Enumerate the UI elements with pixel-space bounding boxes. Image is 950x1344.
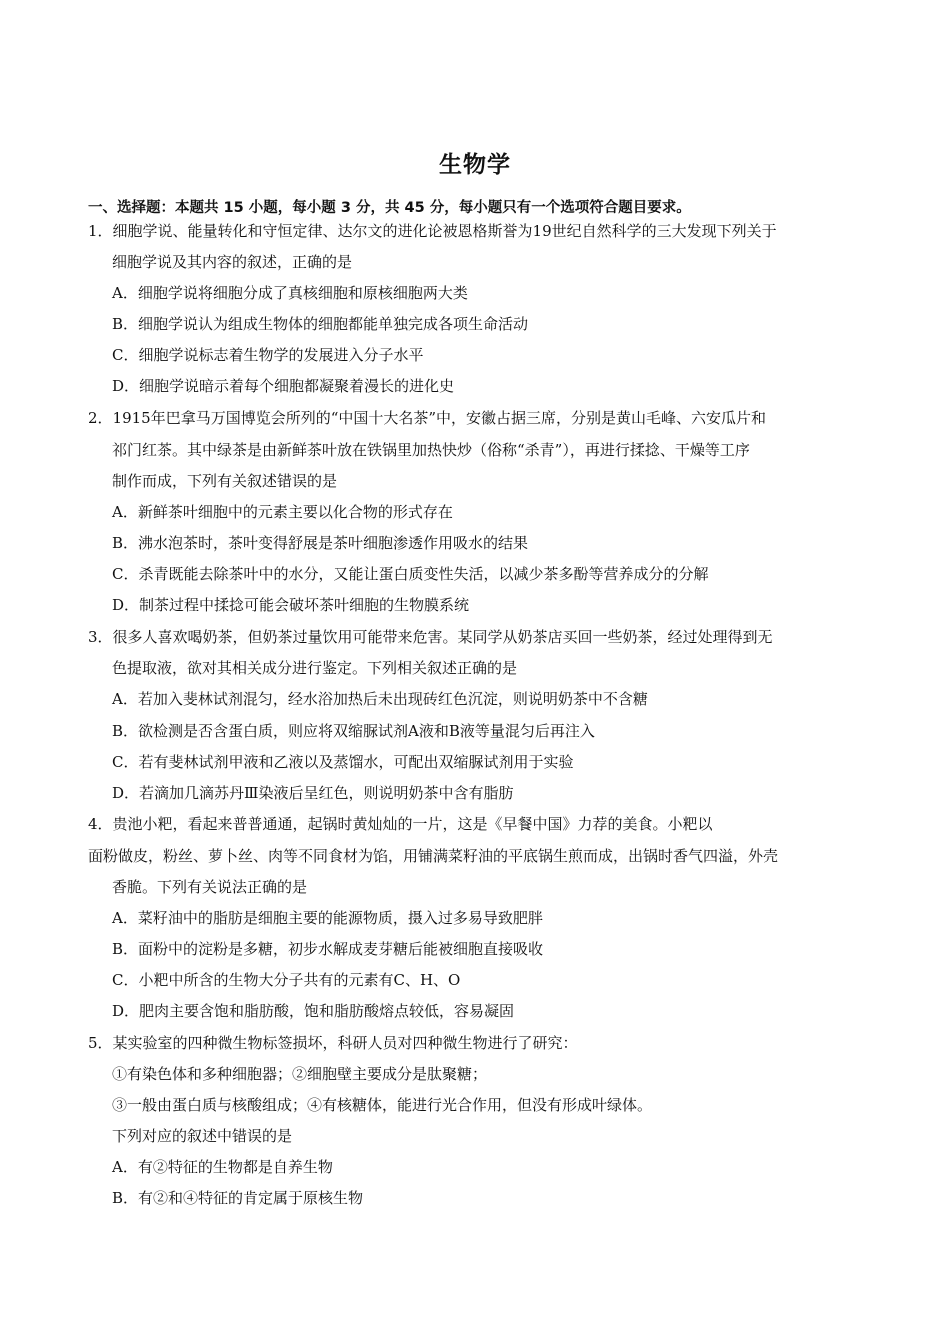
question-4-option-b: B．面粉中的淀粉是多糖，初步水解成麦芽糖后能被细胞直接吸收 (112, 940, 544, 958)
question-1-option-b: B．细胞学说认为组成生物体的细胞都能单独完成各项生命活动 (112, 315, 529, 333)
question-2-option-c: C．杀青既能去除茶叶中的水分，又能让蛋白质变性失活，以减少茶多酚等营养成分的分解 (112, 565, 709, 583)
question-4-option-c: C．小粑中所含的生物大分子共有的元素有C、H、O (112, 971, 461, 989)
question-1-option-a: A．细胞学说将细胞分成了真核细胞和原核细胞两大类 (112, 284, 468, 302)
question-5-option-b: B．有②和④特征的肯定属于原核生物 (112, 1189, 364, 1207)
question-4-stem-line-3: 香脆。下列有关说法正确的是 (112, 878, 308, 896)
question-3-option-c: C．若有斐林试剂甲液和乙液以及蒸馏水，可配出双缩脲试剂用于实验 (112, 753, 574, 771)
question-1-option-c: C．细胞学说标志着生物学的发展进入分子水平 (112, 346, 424, 364)
question-3-stem-line-1: 3．很多人喜欢喝奶茶，但奶茶过量饮用可能带来危害。某同学从奶茶店买回一些奶茶，经过处理得到无 (88, 628, 773, 646)
question-2-option-b: B．沸水泡茶时，茶叶变得舒展是茶叶细胞渗透作用吸水的结果 (112, 534, 529, 552)
question-5-stem-line-4: 下列对应的叙述中错误的是 (112, 1127, 293, 1145)
question-4-option-a: A．菜籽油中的脂肪是细胞主要的能源物质，摄入过多易导致肥胖 (112, 909, 543, 927)
question-4-stem-line-1: 4．贵池小粑，看起来普普通通，起锅时黄灿灿的一片，这是《早餐中国》力荐的美食。小粑以 (88, 815, 713, 833)
question-1-option-d: D．细胞学说暗示着每个细胞都凝聚着漫长的进化史 (112, 377, 455, 395)
question-2-stem-line-3: 制作而成，下列有关叙述错误的是 (112, 472, 338, 490)
section-header: 一、选择题：本题共 15 小题，每小题 3 分，共 45 分，每小题只有一个选项符合题目要求。 (88, 200, 691, 216)
question-1-stem-line-1: 1．细胞学说、能量转化和守恒定律、达尔文的进化论被恩格斯誉为19世纪自然科学的三大发现下列关于 (88, 222, 777, 240)
question-5-option-a: A．有②特征的生物都是自养生物 (112, 1158, 333, 1176)
question-1-stem-line-2: 细胞学说及其内容的叙述，正确的是 (112, 253, 353, 271)
question-5-stem-line-1: 5．某实验室的四种微生物标签损坏，科研人员对四种微生物进行了研究： (88, 1034, 578, 1052)
question-3-option-b: B．欲检测是否含蛋白质，则应将双缩脲试剂A液和B液等量混匀后再注入 (112, 722, 595, 740)
question-2-option-d: D．制茶过程中揉捻可能会破坏茶叶细胞的生物膜系统 (112, 596, 470, 614)
question-3-option-a: A．若加入斐林试剂混匀，经水浴加热后未出现砖红色沉淀，则说明奶茶中不含糖 (112, 690, 648, 708)
page-title: 生物学 (439, 152, 511, 178)
question-2-stem-line-2: 祁门红茶。其中绿茶是由新鲜茶叶放在铁锅里加热快炒（俗称“杀青”），再进行揉捻、干燥等工序 (112, 441, 750, 459)
question-2-option-a: A．新鲜茶叶细胞中的元素主要以化合物的形式存在 (112, 503, 453, 521)
question-4-option-d: D．肥肉主要含饱和脂肪酸，饱和脂肪酸熔点较低，容易凝固 (112, 1002, 515, 1020)
question-2-stem-line-1: 2．1915年巴拿马万国博览会所列的“中国十大名茶”中，安徽占据三席，分别是黄山毛峰、六安瓜片和 (88, 409, 767, 427)
question-3-stem-line-2: 色提取液，欲对其相关成分进行鉴定。下列相关叙述正确的是 (112, 659, 518, 677)
question-5-stem-line-2: ①有染色体和多种细胞器；②细胞壁主要成分是肽聚糖； (112, 1065, 488, 1083)
question-5-stem-line-3: ③一般由蛋白质与核酸组成；④有核糖体，能进行光合作用，但没有形成叶绿体。 (112, 1096, 653, 1114)
question-4-stem-line-2: 面粉做皮，粉丝、萝卜丝、肉等不同食材为馅，用铺满菜籽油的平底锅生煎而成，出锅时香气四溢，外壳 (88, 847, 779, 865)
question-3-option-d: D．若滴加几滴苏丹Ⅲ染液后呈红色，则说明奶茶中含有脂肪 (112, 784, 514, 802)
